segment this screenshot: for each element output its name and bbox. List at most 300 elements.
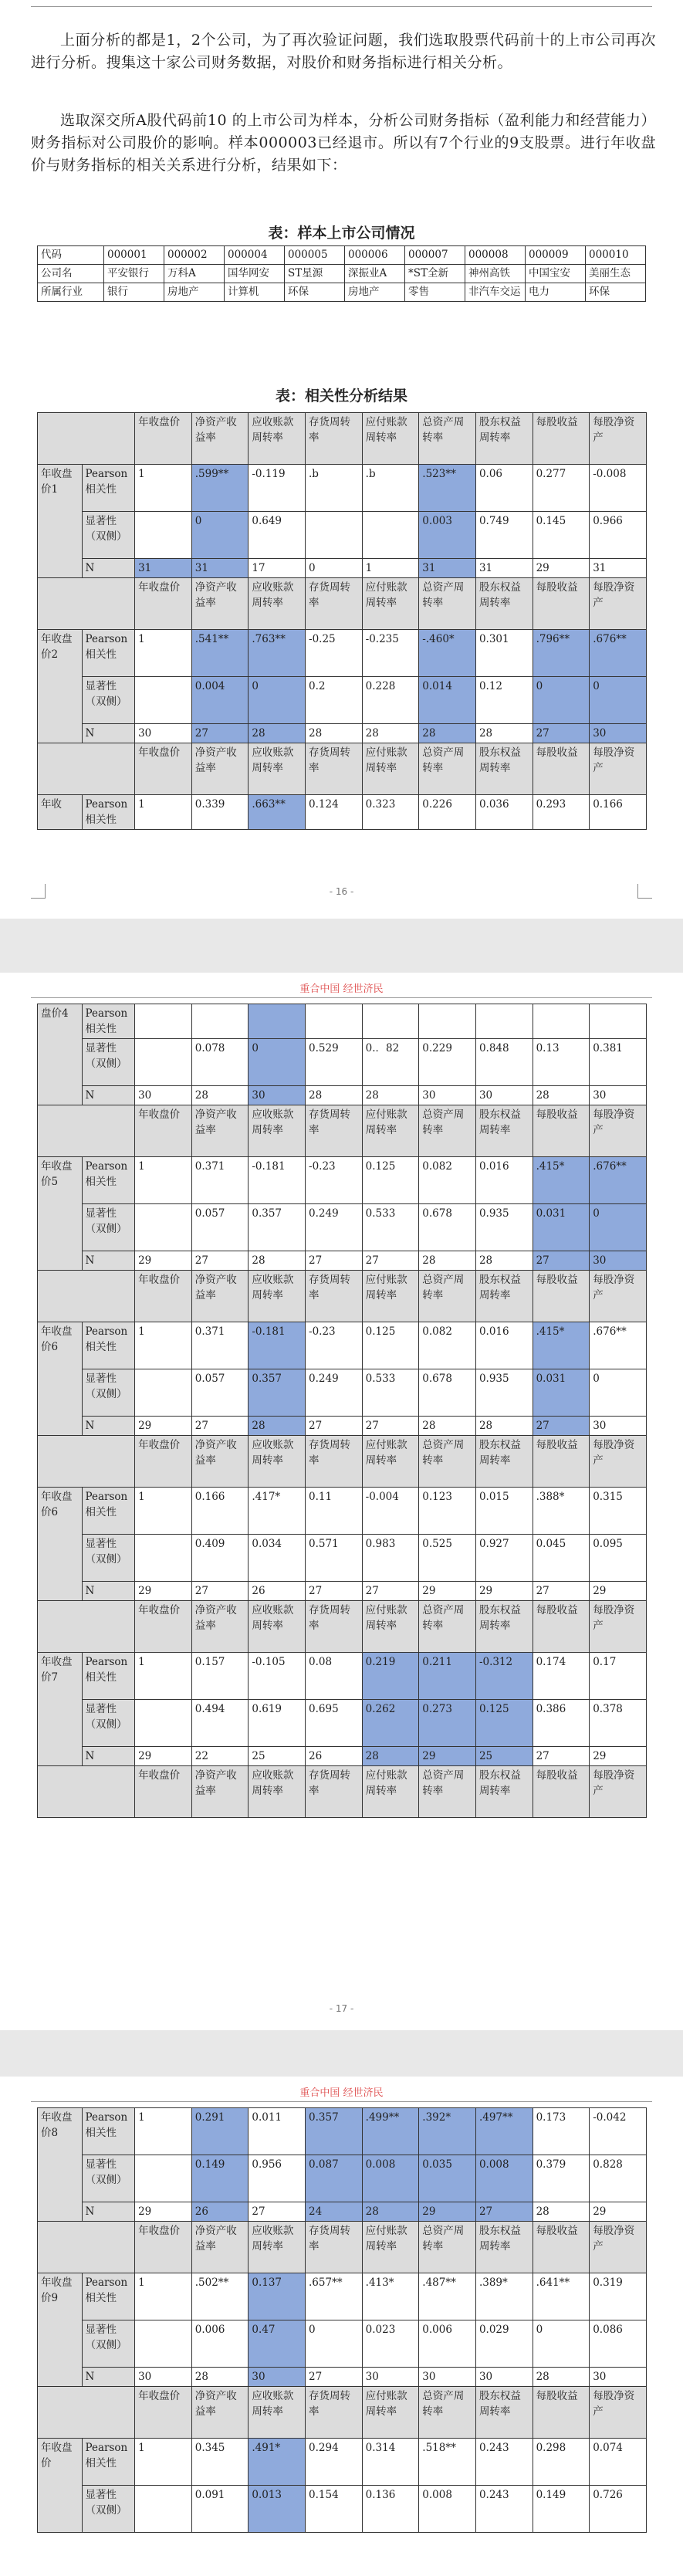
significance-value: 0.935 [475, 1369, 533, 1417]
column-header: 股东权益周转率 [475, 1436, 533, 1488]
table-row [38, 413, 647, 465]
sample-size-value: 27 [306, 1417, 363, 1436]
blank-header-cell [38, 1105, 135, 1157]
pearson-value: .663** [249, 795, 306, 830]
stat-label-pearson: Pearson相关性 [82, 1653, 135, 1700]
sample-size-value: 27 [362, 1251, 419, 1271]
sample-size-value: 28 [419, 724, 476, 743]
body-paragraph-1: 上面分析的都是1，2个公司，为了再次验证问题，我们选取股票代码前十的上市公司再次进行分析。搜集这十家公司财务数据，对股价和财务指标进行相关分析。 [31, 32, 656, 71]
column-header: 存货周转率 [306, 1601, 363, 1653]
row-group-label: 年收盘价9 [38, 2273, 83, 2387]
sample-size-value: 30 [419, 2368, 476, 2387]
row-header-cell: 所属行业 [38, 283, 104, 302]
column-header: 存货周转率 [306, 743, 363, 795]
sample-size-value: 29 [419, 2202, 476, 2222]
row-group-label: 年收盘价 [38, 2439, 83, 2533]
table-row [38, 246, 646, 265]
sample-size-value: 30 [135, 724, 192, 743]
pearson-value: 0.319 [590, 2273, 647, 2320]
sample-size-value: 28 [191, 2368, 249, 2387]
sample-size-value: 25 [249, 1747, 306, 1766]
column-header: 总资产周转率 [419, 413, 476, 465]
table-cell: 000006 [345, 246, 405, 265]
pearson-value: .599** [191, 465, 249, 512]
pearson-value: -0.004 [362, 1488, 419, 1535]
sample-size-value: 28 [533, 2368, 590, 2387]
column-header: 应收账款周转率 [249, 743, 306, 795]
significance-value: 0.149 [533, 2486, 590, 2533]
table-row [38, 630, 647, 677]
table-row [38, 2439, 647, 2486]
column-header: 每股净资产 [590, 413, 647, 465]
sample-size-value: 28 [419, 1417, 476, 1436]
column-header: 应付账款周转率 [362, 1105, 419, 1157]
pearson-value: 0.371 [191, 1322, 249, 1369]
document-page-3 [0, 2077, 683, 2576]
sample-size-value: 29 [590, 1582, 647, 1601]
pearson-value-continued [306, 1004, 363, 1039]
sample-size-value: 29 [590, 2202, 647, 2222]
pearson-value: 0.174 [533, 1653, 590, 1700]
table-cell: 电力 [526, 283, 586, 302]
sample-size-value: 28 [419, 1251, 476, 1271]
significance-value: 0.091 [191, 2486, 249, 2533]
pearson-value-continued [191, 1004, 249, 1039]
pearson-value: 0.036 [475, 795, 533, 830]
correlation-table-part-3 [37, 2107, 647, 2533]
pearson-value: 0.082 [419, 1157, 476, 1204]
pearson-value: .763** [249, 630, 306, 677]
significance-value: 0.095 [590, 1535, 647, 1582]
significance-value: 0.029 [475, 2320, 533, 2368]
sample-size-value: 30 [475, 2368, 533, 2387]
table-row [38, 1582, 647, 1601]
pearson-value: 0.11 [306, 1488, 363, 1535]
significance-value: 0.035 [419, 2155, 476, 2202]
pearson-value: 0.074 [590, 2439, 647, 2486]
table-row [38, 1105, 647, 1157]
pearson-value: -0.23 [306, 1322, 363, 1369]
table-row [38, 1039, 647, 1086]
column-header: 应收账款周转率 [249, 1105, 306, 1157]
pearson-value: .499** [362, 2108, 419, 2155]
sample-size-value: 28 [362, 1747, 419, 1766]
pearson-value: 0.125 [362, 1157, 419, 1204]
row-group-label: 年收盘价1 [38, 465, 83, 578]
pearson-value: 0.082 [419, 1322, 476, 1369]
pearson-value: .796** [533, 630, 590, 677]
column-header: 每股收益 [533, 1271, 590, 1322]
table-row [38, 2222, 647, 2273]
sample-size-value: 30 [590, 1086, 647, 1105]
pearson-value: 1 [135, 2108, 192, 2155]
column-header: 每股净资产 [590, 1766, 647, 1818]
column-header: 存货周转率 [306, 1105, 363, 1157]
sample-size-value: 27 [191, 1582, 249, 1601]
significance-value [135, 2155, 192, 2202]
significance-value: 0.966 [590, 512, 647, 559]
sample-size-value: 30 [590, 1251, 647, 1271]
pearson-value: 1 [135, 465, 192, 512]
pearson-value: 0.314 [362, 2439, 419, 2486]
pearson-value: 0.137 [249, 2273, 306, 2320]
column-header: 净资产收益率 [191, 1601, 249, 1653]
column-header: 净资产收益率 [191, 1766, 249, 1818]
stat-label-pearson: Pearson相关性 [82, 1322, 135, 1369]
column-header: 存货周转率 [306, 1436, 363, 1488]
sample-size-value: 28 [475, 1417, 533, 1436]
stat-label-pearson: Pearson相关性 [82, 465, 135, 512]
pearson-value-continued [590, 1004, 647, 1039]
pearson-value: .676** [590, 630, 647, 677]
significance-value: 0.008 [475, 2155, 533, 2202]
column-header: 总资产周转率 [419, 1436, 476, 1488]
pearson-value: -0.23 [306, 1157, 363, 1204]
sample-size-value: 31 [590, 559, 647, 578]
column-header: 每股收益 [533, 2387, 590, 2439]
pearson-value: 0.293 [533, 795, 590, 830]
significance-value: 0.935 [475, 1204, 533, 1251]
column-header: 应收账款周转率 [249, 2222, 306, 2273]
column-header: 应付账款周转率 [362, 1271, 419, 1322]
pearson-value-continued [533, 1004, 590, 1039]
table-row [38, 265, 646, 283]
column-header: 股东权益周转率 [475, 743, 533, 795]
row-group-label: 年收盘价6 [38, 1488, 83, 1601]
significance-value: 0.031 [533, 1204, 590, 1251]
table-row [38, 1271, 647, 1322]
column-header: 净资产收益率 [191, 578, 249, 630]
column-header: 应收账款周转率 [249, 1436, 306, 1488]
table-row [38, 1653, 647, 1700]
column-header: 净资产收益率 [191, 743, 249, 795]
significance-value: 0.008 [362, 2155, 419, 2202]
column-header: 每股净资产 [590, 578, 647, 630]
pearson-value: .657** [306, 2273, 363, 2320]
column-header: 每股收益 [533, 1105, 590, 1157]
column-header: 应付账款周转率 [362, 578, 419, 630]
significance-value: 0.273 [419, 1700, 476, 1747]
stat-label-n: N [82, 1582, 135, 1601]
table-row [38, 1747, 647, 1766]
sample-size-value: 29 [475, 1582, 533, 1601]
pearson-value: 0.173 [533, 2108, 590, 2155]
pearson-value: 1 [135, 2273, 192, 2320]
blank-header-cell [38, 1436, 135, 1488]
sample-size-value: 28 [475, 1251, 533, 1271]
stat-label-n: N [82, 724, 135, 743]
sample-size-value: 30 [249, 2368, 306, 2387]
column-header: 净资产收益率 [191, 1436, 249, 1488]
table-cell: 000002 [164, 246, 225, 265]
column-header: 应付账款周转率 [362, 2387, 419, 2439]
column-header: 存货周转率 [306, 1271, 363, 1322]
pearson-value: .497** [475, 2108, 533, 2155]
significance-value: 0.087 [306, 2155, 363, 2202]
pearson-value-continued [475, 1004, 533, 1039]
pearson-value-continued [135, 1004, 192, 1039]
sample-size-value: 31 [135, 559, 192, 578]
column-header: 应收账款周转率 [249, 1766, 306, 1818]
significance-value: 0.034 [249, 1535, 306, 1582]
stat-label-sig: 显著性（双侧） [82, 1039, 135, 1086]
table-cell: 000010 [586, 246, 646, 265]
sample-size-value: 26 [191, 2202, 249, 2222]
significance-value: 0.533 [362, 1369, 419, 1417]
page-header: 重合中国 经世济民 [299, 2087, 384, 2099]
significance-value [135, 2320, 192, 2368]
sample-size-value: 24 [306, 2202, 363, 2222]
sample-size-value: 30 [419, 1086, 476, 1105]
significance-value: 0.386 [533, 1700, 590, 1747]
significance-value: 0.47 [249, 2320, 306, 2368]
table-row [38, 1535, 647, 1582]
table-cell: 环保 [586, 283, 646, 302]
significance-value: 0.004 [191, 677, 249, 724]
sample-size-value: 28 [533, 2202, 590, 2222]
column-header: 净资产收益率 [191, 2222, 249, 2273]
header-rule [31, 2101, 652, 2102]
stat-label-pearson: Pearson相关性 [82, 2439, 135, 2486]
column-header: 年收盘价 [135, 2387, 192, 2439]
crop-mark [637, 884, 652, 899]
pearson-value-continued [249, 1004, 306, 1039]
table-row [38, 1204, 647, 1251]
pearson-value-continued [419, 1004, 476, 1039]
significance-value: 0.125 [475, 1700, 533, 1747]
sample-size-value: 29 [419, 1582, 476, 1601]
sample-size-value: 29 [135, 1747, 192, 1766]
significance-value: 0.649 [249, 512, 306, 559]
table-row [38, 1766, 647, 1818]
pearson-value: 0.08 [306, 1653, 363, 1700]
table-row [38, 724, 647, 743]
column-header: 应付账款周转率 [362, 743, 419, 795]
significance-value: 0 [249, 677, 306, 724]
column-header: 应付账款周转率 [362, 413, 419, 465]
significance-value: 0.525 [419, 1535, 476, 1582]
significance-value: 0.678 [419, 1204, 476, 1251]
table-cell: 000007 [405, 246, 465, 265]
significance-value: 0.014 [419, 677, 476, 724]
sample-size-value: 27 [306, 1251, 363, 1271]
column-header: 每股收益 [533, 413, 590, 465]
significance-value: 0.006 [419, 2320, 476, 2368]
column-header: 股东权益周转率 [475, 2222, 533, 2273]
sample-size-value: 27 [533, 1417, 590, 1436]
significance-value: 0 [306, 2320, 363, 2368]
significance-value: 0 [590, 1369, 647, 1417]
table-row [38, 1436, 647, 1488]
significance-value [135, 1369, 192, 1417]
pearson-value: 1 [135, 1157, 192, 1204]
table-row [38, 2368, 647, 2387]
sample-size-value: 28 [306, 724, 363, 743]
stat-label-pearson: Pearson相关性 [82, 1488, 135, 1535]
significance-value: 0.983 [362, 1535, 419, 1582]
column-header: 净资产收益率 [191, 1271, 249, 1322]
column-header: 应收账款周转率 [249, 2387, 306, 2439]
sample-size-value: 29 [590, 1747, 647, 1766]
significance-value: 0.494 [191, 1700, 249, 1747]
table-row [38, 1417, 647, 1436]
table-cell: 000004 [225, 246, 285, 265]
pearson-value: -0.008 [590, 465, 647, 512]
stat-label-sig: 显著性（双侧） [82, 1369, 135, 1417]
stat-label-pearson: Pearson相关性 [82, 1157, 135, 1204]
sample-size-value: 27 [533, 724, 590, 743]
table-row [38, 743, 647, 795]
sample-size-value: 30 [135, 2368, 192, 2387]
column-header: 每股净资产 [590, 2222, 647, 2273]
column-header: 每股净资产 [590, 1436, 647, 1488]
pearson-value: .413* [362, 2273, 419, 2320]
significance-value: 0.13 [533, 1039, 590, 1086]
table-cell: 000001 [104, 246, 164, 265]
sample-size-value: 28 [191, 1086, 249, 1105]
column-header: 总资产周转率 [419, 1766, 476, 1818]
sample-size-value: 31 [191, 559, 249, 578]
stat-label-pearson: Pearson相关性 [82, 630, 135, 677]
table-row [38, 283, 646, 302]
table-cell: ST星源 [285, 265, 345, 283]
column-header: 年收盘价 [135, 1601, 192, 1653]
table-row [38, 465, 647, 512]
table-cell: 房地产 [164, 283, 225, 302]
table-cell: 美丽生态 [586, 265, 646, 283]
table-cell: 中国宝安 [526, 265, 586, 283]
pearson-value: 0.166 [590, 795, 647, 830]
significance-value: 0.006 [191, 2320, 249, 2368]
significance-value: 0.378 [590, 1700, 647, 1747]
blank-header-cell [38, 1766, 135, 1818]
pearson-value: -0.312 [475, 1653, 533, 1700]
sample-size-value: 30 [249, 1086, 306, 1105]
sample-size-value: 27 [475, 2202, 533, 2222]
table-cell: 000008 [465, 246, 526, 265]
column-header: 净资产收益率 [191, 413, 249, 465]
sample-size-value: 22 [191, 1747, 249, 1766]
pearson-value: .415* [533, 1322, 590, 1369]
sample-companies-table [37, 245, 646, 302]
stat-label-n: N [82, 2202, 135, 2222]
blank-header-cell [38, 2222, 135, 2273]
significance-value: 0.956 [249, 2155, 306, 2202]
column-header: 每股净资产 [590, 1105, 647, 1157]
table-row [38, 2387, 647, 2439]
significance-value: 0.262 [362, 1700, 419, 1747]
column-header: 每股收益 [533, 1436, 590, 1488]
table-cell: 计算机 [225, 283, 285, 302]
pearson-value: .676** [590, 1157, 647, 1204]
stat-label-n: N [82, 1086, 135, 1105]
significance-value: 0.357 [249, 1369, 306, 1417]
significance-value: 0.045 [533, 1535, 590, 1582]
column-header: 年收盘价 [135, 413, 192, 465]
table-cell: 000009 [526, 246, 586, 265]
sample-size-value: 25 [475, 1747, 533, 1766]
pearson-value: 0.298 [533, 2439, 590, 2486]
document-page-2 [0, 973, 683, 2030]
table-row [38, 1322, 647, 1369]
sample-size-value: 29 [135, 1582, 192, 1601]
sample-size-value: 27 [191, 724, 249, 743]
table-row [38, 2108, 647, 2155]
stat-label-n: N [82, 1251, 135, 1271]
sample-size-value: 28 [362, 1086, 419, 1105]
pearson-value: .487** [419, 2273, 476, 2320]
significance-value: 0.409 [191, 1535, 249, 1582]
row-group-label: 年收 [38, 795, 83, 830]
pearson-value: -0.105 [249, 1653, 306, 1700]
sample-size-value: 30 [475, 1086, 533, 1105]
sample-size-value: 28 [249, 1417, 306, 1436]
sample-size-value: 28 [362, 724, 419, 743]
significance-value: 0.013 [249, 2486, 306, 2533]
table-cell: 神州高铁 [465, 265, 526, 283]
column-header: 应付账款周转率 [362, 2222, 419, 2273]
pearson-value: 0.315 [590, 1488, 647, 1535]
pearson-value: 0.011 [249, 2108, 306, 2155]
stat-label-pearson: Pearson相关性 [82, 795, 135, 830]
sample-size-value: 26 [249, 1582, 306, 1601]
table-row [38, 2202, 647, 2222]
pearson-value: 0.125 [362, 1322, 419, 1369]
column-header: 应收账款周转率 [249, 413, 306, 465]
significance-value: 0.．82 [362, 1039, 419, 1086]
column-header: 股东权益周转率 [475, 2387, 533, 2439]
significance-value [135, 2486, 192, 2533]
sample-size-value: 30 [590, 2368, 647, 2387]
pearson-value: .392* [419, 2108, 476, 2155]
table-cell: 000005 [285, 246, 345, 265]
pearson-value: 1 [135, 795, 192, 830]
pearson-value: 0.345 [191, 2439, 249, 2486]
stat-label-sig: 显著性（双侧） [82, 1535, 135, 1582]
pearson-value: 0.015 [475, 1488, 533, 1535]
sample-size-value: 29 [135, 1251, 192, 1271]
pearson-value: 0.166 [191, 1488, 249, 1535]
column-header: 年收盘价 [135, 1436, 192, 1488]
sample-size-value: 27 [306, 2368, 363, 2387]
table-cell: 平安银行 [104, 265, 164, 283]
sample-size-value: 30 [362, 2368, 419, 2387]
stat-label-sig: 显著性（双侧） [82, 2155, 135, 2202]
document-page-1 [0, 0, 683, 919]
stat-label-sig: 显著性（双侧） [82, 512, 135, 559]
sample-size-value: 30 [590, 724, 647, 743]
significance-value: 0.003 [419, 512, 476, 559]
pearson-value: .523** [419, 465, 476, 512]
table-row [38, 1700, 647, 1747]
table-row [38, 1004, 647, 1039]
column-header: 应收账款周转率 [249, 1271, 306, 1322]
pearson-value: .518** [419, 2439, 476, 2486]
column-header: 每股净资产 [590, 2387, 647, 2439]
column-header: 总资产周转率 [419, 2387, 476, 2439]
significance-value: 0.2 [306, 677, 363, 724]
pearson-value: .676** [590, 1322, 647, 1369]
row-header-cell: 公司名 [38, 265, 104, 283]
sample-size-value: 28 [249, 1251, 306, 1271]
column-header: 年收盘价 [135, 1105, 192, 1157]
sample-size-value: 27 [362, 1582, 419, 1601]
blank-header-cell [38, 578, 135, 630]
pearson-value: 0.371 [191, 1157, 249, 1204]
column-header: 存货周转率 [306, 413, 363, 465]
significance-value: 0.023 [362, 2320, 419, 2368]
significance-value: 0.136 [362, 2486, 419, 2533]
